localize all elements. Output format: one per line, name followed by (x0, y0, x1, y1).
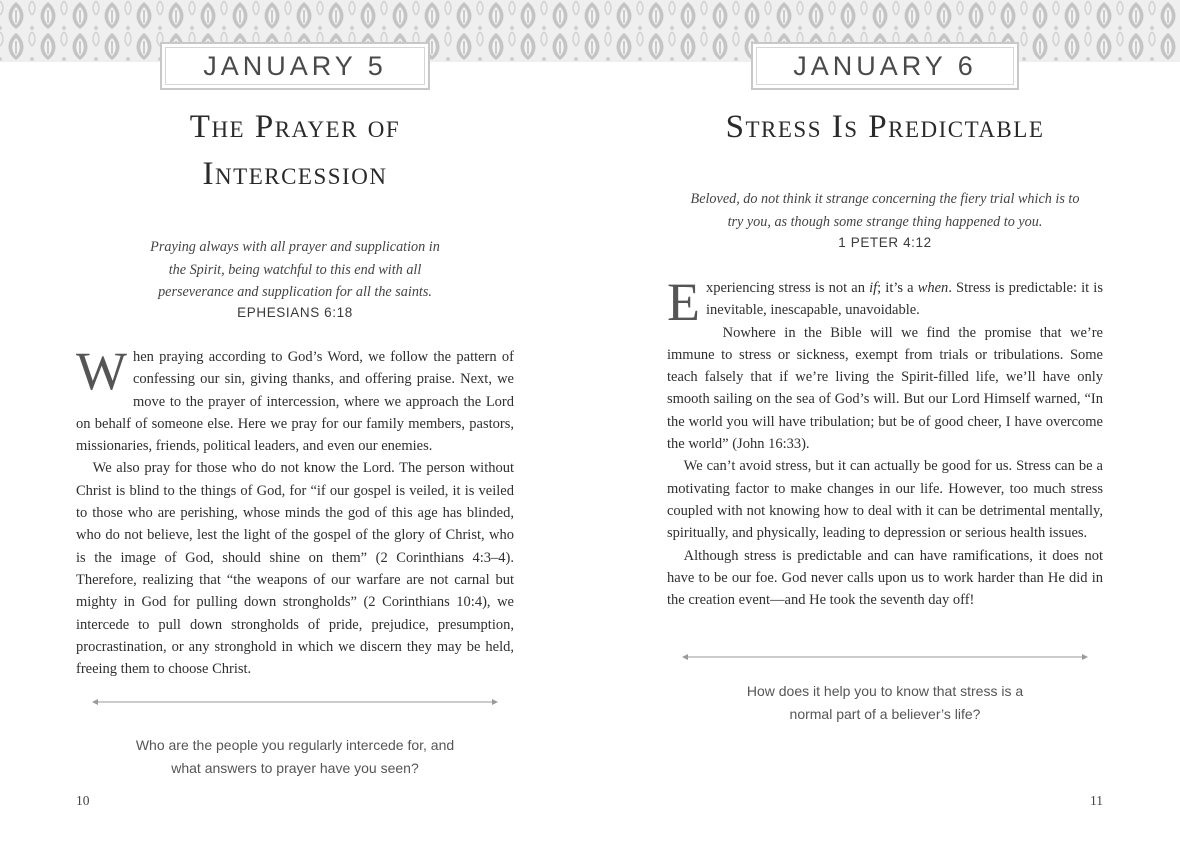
date-label: JANUARY 6 (793, 50, 977, 81)
devotion-body (667, 272, 1103, 611)
date-header (160, 42, 430, 90)
reflection-question: How does it help you to know that stress is a normal part of a believer’s life? (746, 683, 1024, 722)
body-paragraph: Experiencing stress is not an if; it’s a when. Stress is predictable: it is inevitable, inescapable, unavoidable. (667, 272, 1103, 332)
devotion-body (76, 341, 514, 680)
right-page (590, 0, 1180, 858)
body-paragraph: We also pray for those who do not know the Lord. The person without Christ is blind to the things of God, for “if our gospel is veiled, it is veiled to those who are perishing, whose minds the god of this age has blinded, who do not believe, lest the light of the gospel of the glory of Christ, who is the image of God, should shine on them” (2 Corinthians 4:3–4). Therefore, realizing that “the weapons of our warfare are not carnal but mighty in God for pulling down strongholds” (2 Corinthians 10:4), we intercede to pull down strongholds of pride, prejudice, presumption, procrastination, or any stronghold in which we discern they may be held, freeing them to choose Christ. (76, 460, 514, 678)
scripture-reference: 1 PETER 4:12 (838, 235, 932, 250)
reflection-question: Who are the people you regularly intercede for, and what answers to prayer have you seen? (135, 737, 455, 776)
section-divider (92, 698, 498, 706)
body-paragraph: When praying according to God’s Word, we follow the pattern of confessing our sin, giving thanks, and offering praise. Next, we move to the prayer of intercession, where we approach the Lord on behalf of someone else. Here we pray for our family members, pastors, missionaries, friends, political leaders, and even our enemies. (76, 341, 514, 455)
date-header (751, 42, 1019, 90)
scripture-verse: Praying always with all prayer and supplication in the Spirit, being watchful to this end with all perseverance and supplication for all the saints. (150, 239, 440, 300)
page-number: 11 (1090, 793, 1103, 808)
body-paragraph: We can’t avoid stress, but it can actually be good for us. Stress can be a motivating factor to make changes in our life. However, too much stress coupled with not knowing how to deal with it can be detrimental mentally, spiritually, and physically, leading to depression or serious health issues. (667, 458, 1103, 542)
devotion-title: Stress Is Predictable (725, 109, 1045, 145)
date-label: JANUARY 5 (203, 50, 387, 81)
drop-cap: E (667, 272, 700, 332)
devotion-title: The Prayer of Intercession (189, 109, 401, 192)
body-paragraph: Although stress is predictable and can have ramifications, it does not have to be our foe. God never calls upon us to work harder than He did in the creation event—and He took the seventh day off! (667, 547, 1103, 609)
scripture-verse: Beloved, do not think it strange concerning the fiery trial which is to try you, as though some strange thing happened to you. (690, 191, 1080, 230)
body-paragraph: Nowhere in the Bible will we find the promise that we’re immune to stress or sickness, exempt from trials or tribulations. Some teach falsely that if we’re living the Spirit-filled life, we’ll have only smooth sailing on the sea of God’s will. But our Lord Himself warned, “In the world you will have tribulation; but be of good cheer, I have overcome the world” (John 16:33). (667, 324, 1103, 453)
drop-cap: W (76, 341, 127, 401)
section-divider (682, 653, 1088, 661)
page-number: 10 (76, 793, 90, 808)
scripture-reference: EPHESIANS 6:18 (237, 305, 353, 320)
